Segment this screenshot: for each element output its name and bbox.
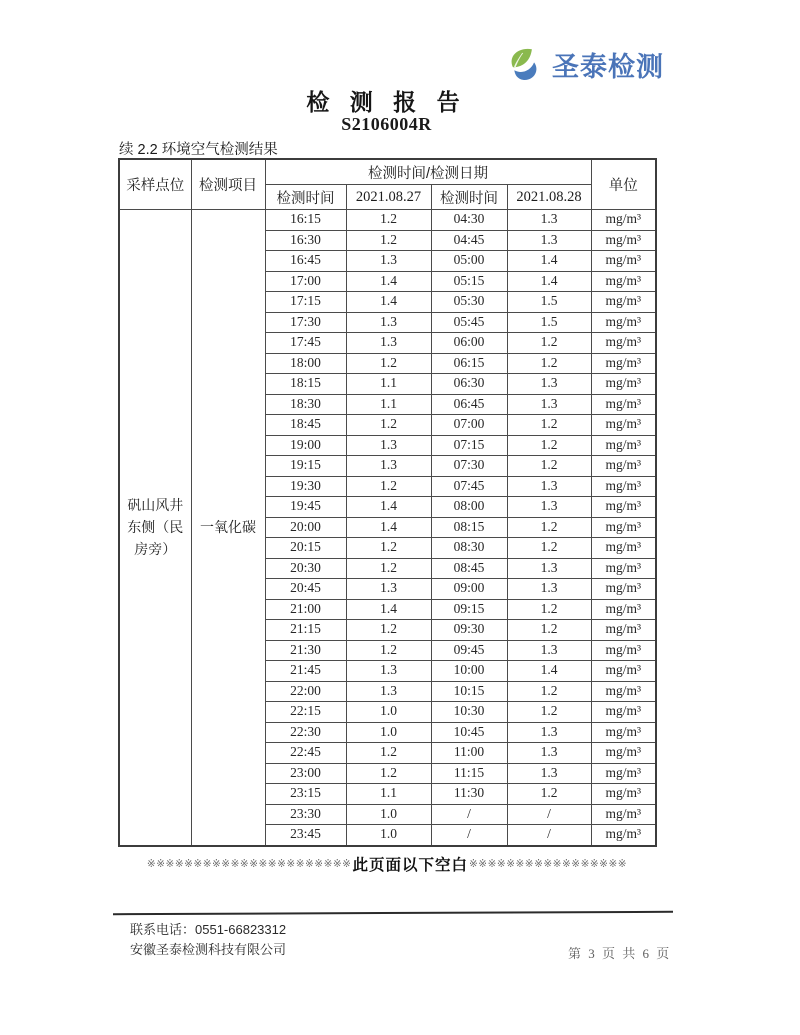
value-1-cell: 1.2 [346, 538, 431, 559]
blank-note-text: 此页面以下空白 [352, 857, 468, 874]
footer-company: 安徽圣泰检测科技有限公司 [130, 942, 287, 957]
value-2-cell: 1.2 [507, 517, 591, 538]
unit-cell: mg/m³ [591, 435, 656, 456]
time-1-cell: 16:30 [265, 230, 346, 251]
footer-page-number: 第 3 页 共 6 页 [568, 946, 672, 961]
value-2-cell: 1.3 [507, 230, 591, 251]
time-2-cell: 09:45 [431, 640, 507, 661]
blank-below-note [116, 853, 658, 875]
report-title: 检 测 报 告 [306, 89, 467, 115]
time-2-cell: 09:00 [431, 579, 507, 600]
time-2-cell: 04:45 [431, 230, 507, 251]
air-results-table [118, 158, 657, 847]
table-row [119, 210, 656, 231]
time-2-cell: 10:30 [431, 702, 507, 723]
unit-cell: mg/m³ [591, 804, 656, 825]
time-2-cell: 05:00 [431, 251, 507, 272]
report-number: S2106004R [341, 114, 432, 134]
unit-cell: mg/m³ [591, 558, 656, 579]
value-1-cell: 1.1 [346, 394, 431, 415]
time-2-cell: 11:15 [431, 763, 507, 784]
value-2-cell: 1.3 [507, 210, 591, 231]
value-2-cell: 1.4 [507, 661, 591, 682]
time-1-cell: 20:00 [265, 517, 346, 538]
value-2-cell: 1.4 [507, 271, 591, 292]
time-2-cell: 06:45 [431, 394, 507, 415]
unit-cell: mg/m³ [591, 620, 656, 641]
unit-cell: mg/m³ [591, 763, 656, 784]
unit-cell: mg/m³ [591, 517, 656, 538]
time-1-cell: 21:45 [265, 661, 346, 682]
value-2-cell: 1.5 [507, 292, 591, 313]
unit-cell: mg/m³ [591, 333, 656, 354]
value-1-cell: 1.2 [346, 763, 431, 784]
time-2-cell: 11:00 [431, 743, 507, 764]
value-1-cell: 1.4 [346, 517, 431, 538]
sampling-point-cell: 矾山风井东侧（民房旁） [119, 210, 191, 846]
time-1-cell: 17:00 [265, 271, 346, 292]
value-1-cell: 1.2 [346, 476, 431, 497]
header-time-2: 检测时间 [431, 185, 507, 210]
value-1-cell: 1.2 [346, 640, 431, 661]
value-2-cell: 1.2 [507, 333, 591, 354]
value-1-cell: 1.4 [346, 271, 431, 292]
unit-cell: mg/m³ [591, 640, 656, 661]
value-2-cell: 1.3 [507, 394, 591, 415]
time-2-cell: 08:00 [431, 497, 507, 518]
time-2-cell: 11:30 [431, 784, 507, 805]
time-2-cell: 06:30 [431, 374, 507, 395]
unit-cell: mg/m³ [591, 374, 656, 395]
time-1-cell: 19:15 [265, 456, 346, 477]
unit-cell: mg/m³ [591, 722, 656, 743]
value-1-cell: 1.3 [346, 456, 431, 477]
time-1-cell: 22:30 [265, 722, 346, 743]
time-2-cell: 10:15 [431, 681, 507, 702]
header-time-date-group: 检测时间/检测日期 [265, 159, 591, 185]
value-1-cell: 1.3 [346, 251, 431, 272]
header-row-1 [119, 159, 656, 185]
time-1-cell: 18:45 [265, 415, 346, 436]
time-2-cell: 05:15 [431, 271, 507, 292]
time-2-cell: 08:30 [431, 538, 507, 559]
value-2-cell: 1.3 [507, 558, 591, 579]
unit-cell: mg/m³ [591, 415, 656, 436]
value-1-cell: 1.0 [346, 825, 431, 846]
value-1-cell: 1.3 [346, 333, 431, 354]
value-1-cell: 1.4 [346, 497, 431, 518]
header-item: 检测项目 [191, 159, 265, 210]
unit-cell: mg/m³ [591, 292, 656, 313]
value-2-cell: 1.3 [507, 579, 591, 600]
table-body [119, 210, 656, 846]
value-2-cell: 1.2 [507, 435, 591, 456]
value-1-cell: 1.4 [346, 292, 431, 313]
time-1-cell: 16:15 [265, 210, 346, 231]
time-1-cell: 20:30 [265, 558, 346, 579]
value-2-cell: / [507, 825, 591, 846]
time-1-cell: 23:15 [265, 784, 346, 805]
value-2-cell: 1.3 [507, 374, 591, 395]
time-1-cell: 19:30 [265, 476, 346, 497]
time-1-cell: 23:30 [265, 804, 346, 825]
time-1-cell: 20:15 [265, 538, 346, 559]
value-2-cell: 1.2 [507, 599, 591, 620]
time-1-cell: 22:00 [265, 681, 346, 702]
unit-cell: mg/m³ [591, 825, 656, 846]
header-time-1: 检测时间 [265, 185, 346, 210]
unit-cell: mg/m³ [591, 579, 656, 600]
value-1-cell: 1.0 [346, 804, 431, 825]
value-1-cell: 1.2 [346, 558, 431, 579]
time-2-cell: 08:45 [431, 558, 507, 579]
value-2-cell: 1.2 [507, 538, 591, 559]
value-1-cell: 1.3 [346, 661, 431, 682]
value-1-cell: 1.0 [346, 722, 431, 743]
time-1-cell: 21:00 [265, 599, 346, 620]
unit-cell: mg/m³ [591, 230, 656, 251]
item-cell: 一氧化碳 [191, 210, 265, 846]
value-2-cell: 1.3 [507, 722, 591, 743]
time-1-cell: 22:15 [265, 702, 346, 723]
unit-cell: mg/m³ [591, 394, 656, 415]
unit-cell: mg/m³ [591, 251, 656, 272]
time-2-cell: 07:30 [431, 456, 507, 477]
unit-cell: mg/m³ [591, 353, 656, 374]
value-1-cell: 1.3 [346, 312, 431, 333]
value-2-cell: 1.2 [507, 353, 591, 374]
value-1-cell: 1.3 [346, 579, 431, 600]
time-1-cell: 18:30 [265, 394, 346, 415]
time-2-cell: 07:00 [431, 415, 507, 436]
value-1-cell: 1.3 [346, 681, 431, 702]
value-2-cell: 1.3 [507, 743, 591, 764]
time-2-cell: 04:30 [431, 210, 507, 231]
time-1-cell: 20:45 [265, 579, 346, 600]
value-2-cell: / [507, 804, 591, 825]
unit-cell: mg/m³ [591, 456, 656, 477]
time-2-cell: / [431, 804, 507, 825]
header-sampling-point: 采样点位 [119, 159, 191, 210]
time-2-cell: 09:15 [431, 599, 507, 620]
unit-cell: mg/m³ [591, 681, 656, 702]
footer-divider [113, 911, 673, 915]
value-2-cell: 1.2 [507, 784, 591, 805]
time-1-cell: 21:15 [265, 620, 346, 641]
brand-name: 圣泰检测 [552, 52, 664, 82]
unit-cell: mg/m³ [591, 312, 656, 333]
time-1-cell: 19:00 [265, 435, 346, 456]
value-2-cell: 1.2 [507, 702, 591, 723]
value-2-cell: 1.2 [507, 415, 591, 436]
value-1-cell: 1.2 [346, 620, 431, 641]
unit-cell: mg/m³ [591, 210, 656, 231]
time-2-cell: 10:45 [431, 722, 507, 743]
time-1-cell: 23:00 [265, 763, 346, 784]
value-1-cell: 1.2 [346, 415, 431, 436]
time-1-cell: 17:30 [265, 312, 346, 333]
time-1-cell: 17:45 [265, 333, 346, 354]
time-2-cell: 10:00 [431, 661, 507, 682]
time-2-cell: 05:30 [431, 292, 507, 313]
time-2-cell: 09:30 [431, 620, 507, 641]
unit-cell: mg/m³ [591, 784, 656, 805]
value-2-cell: 1.3 [507, 476, 591, 497]
value-1-cell: 1.1 [346, 374, 431, 395]
value-1-cell: 1.3 [346, 435, 431, 456]
unit-cell: mg/m³ [591, 599, 656, 620]
time-1-cell: 22:45 [265, 743, 346, 764]
unit-cell: mg/m³ [591, 497, 656, 518]
header-date-2: 2021.08.28 [507, 185, 591, 210]
value-1-cell: 1.2 [346, 353, 431, 374]
time-2-cell: 06:00 [431, 333, 507, 354]
value-2-cell: 1.4 [507, 251, 591, 272]
unit-cell: mg/m³ [591, 661, 656, 682]
time-1-cell: 21:30 [265, 640, 346, 661]
time-2-cell: 07:15 [431, 435, 507, 456]
value-1-cell: 1.1 [346, 784, 431, 805]
time-1-cell: 19:45 [265, 497, 346, 518]
footer-phone: 联系电话：0551-66823312 [130, 922, 287, 937]
time-1-cell: 17:15 [265, 292, 346, 313]
time-2-cell: 06:15 [431, 353, 507, 374]
value-2-cell: 1.2 [507, 620, 591, 641]
value-1-cell: 1.0 [346, 702, 431, 723]
blank-note-right-marks: ※※※※※※※※※※※※※※※※※ [469, 858, 628, 870]
value-2-cell: 1.2 [507, 681, 591, 702]
unit-cell: mg/m³ [591, 743, 656, 764]
value-1-cell: 1.2 [346, 210, 431, 231]
time-2-cell: 05:45 [431, 312, 507, 333]
header-date-1: 2021.08.27 [346, 185, 431, 210]
header-unit: 单位 [591, 159, 656, 210]
value-2-cell: 1.3 [507, 497, 591, 518]
unit-cell: mg/m³ [591, 538, 656, 559]
section-label: 续 2.2 环境空气检测结果 [119, 142, 278, 158]
time-1-cell: 16:45 [265, 251, 346, 272]
blank-note-left-marks: ※※※※※※※※※※※※※※※※※※※※※※ [146, 858, 352, 870]
time-2-cell: / [431, 825, 507, 846]
time-2-cell: 08:15 [431, 517, 507, 538]
value-1-cell: 1.2 [346, 230, 431, 251]
time-1-cell: 18:00 [265, 353, 346, 374]
value-2-cell: 1.3 [507, 763, 591, 784]
value-1-cell: 1.2 [346, 743, 431, 764]
table-header [119, 159, 656, 210]
value-2-cell: 1.5 [507, 312, 591, 333]
time-1-cell: 18:15 [265, 374, 346, 395]
unit-cell: mg/m³ [591, 271, 656, 292]
unit-cell: mg/m³ [591, 702, 656, 723]
value-1-cell: 1.4 [346, 599, 431, 620]
unit-cell: mg/m³ [591, 476, 656, 497]
time-1-cell: 23:45 [265, 825, 346, 846]
time-2-cell: 07:45 [431, 476, 507, 497]
value-2-cell: 1.2 [507, 456, 591, 477]
value-2-cell: 1.3 [507, 640, 591, 661]
